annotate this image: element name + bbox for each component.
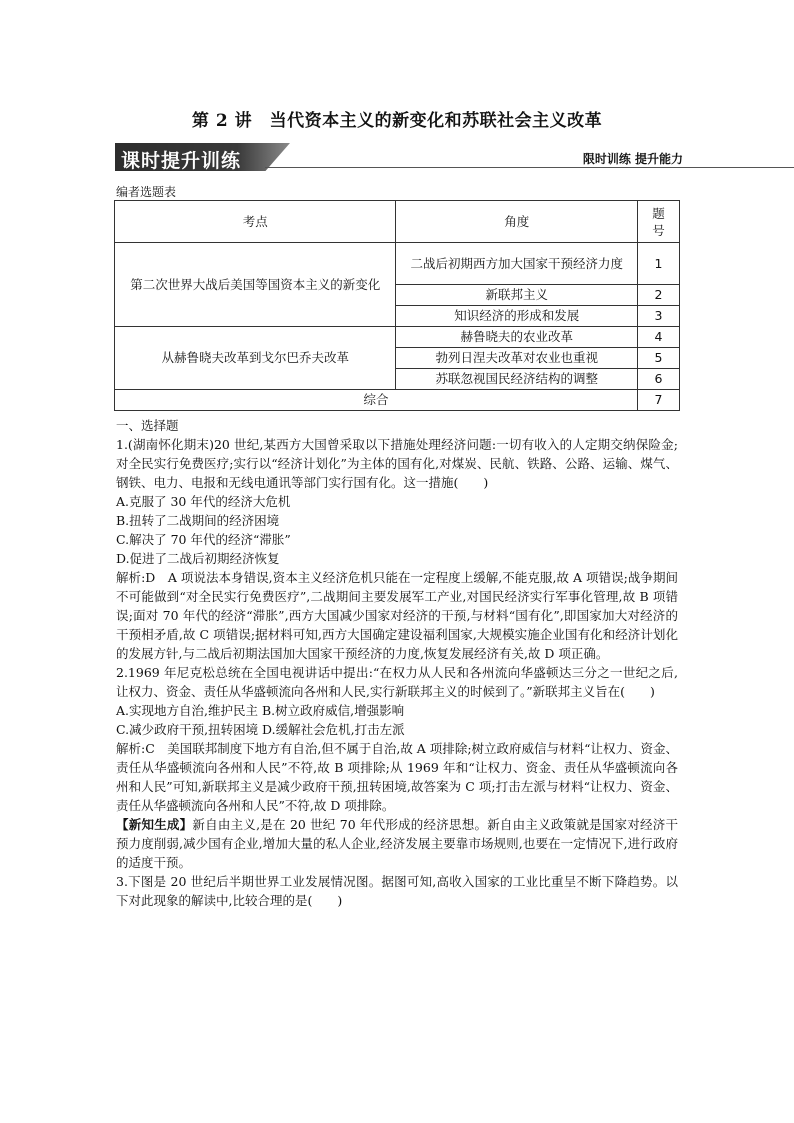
angle-cell: 知识经济的形成和发展 xyxy=(396,306,638,327)
angle-cell: 赫鲁晓夫的农业改革 xyxy=(396,327,638,348)
question-1-option-d: D.促进了二战后初期经济恢复 xyxy=(116,551,280,566)
knowledge-tip-text: 新自由主义,是在 20 世纪 70 年代形成的经济思想。新自由主义政策就是国家对经济干预力度削弱,减少国有企业,增加大量的私人企业,经济发展主要靠市场规则,也要在一定情况下,进行政府的适度干预。 xyxy=(116,817,678,870)
angle-cell: 苏联忽视国民经济结构的调整 xyxy=(396,369,638,390)
question-1-option-a: A.克服了 30 年代的经济大危机 xyxy=(116,494,291,509)
question-1-answer: 解析:D A 项说法本身错误,资本主义经济危机只能在一定程度上缓解,不能克服,故 A 项错误;战争期间不可能做到“对全民实行免费医疗”,二战期间主要发展军工产业,对国民经济实行军事化管理,故 B 项错误;面对 70 年代的经济“滞胀”,西方大国减少国家对经济的干预,与材料“国有化”,即国家加大对经济的干预相矛盾,故 C 项错误;据材料可知,西方大国确定建设福利国家,大规模实施企业国有化和经济计划化的发展方针,与二战后初期法国加大国家干预经济的力度,恢复发展经济有关,故 D 项正确。 xyxy=(116,570,678,661)
question-1-option-c: C.解决了 70 年代的经济“滞胀” xyxy=(116,532,291,547)
summary-cell: 综合 xyxy=(115,390,638,411)
topic-cell: 从赫鲁晓夫改革到戈尔巴乔夫改革 xyxy=(115,327,396,390)
number-cell: 5 xyxy=(637,348,679,369)
section-banner xyxy=(115,143,683,172)
table-summary-row xyxy=(115,390,680,411)
page-title: 第 2 讲 当代资本主义的新变化和苏联社会主义改革 xyxy=(191,111,603,131)
table-row xyxy=(115,243,680,285)
banner-divider xyxy=(265,167,794,168)
header-number: 题号 xyxy=(637,201,679,243)
question-2-options-cd: C.减少政府干预,扭转困境 D.缓解社会危机,打击左派 xyxy=(116,722,405,737)
question-2: 2.1969 年尼克松总统在全国电视讲话中提出:“在权力从人民和各州流向华盛顿达三分之一世纪之后,让权力、资金、责任从华盛顿流向各州和人民,实行新联邦主义的时候到了。”新联邦主义旨在( ) xyxy=(116,665,678,699)
question-2-options-ab: A.实现地方自治,维护民主 B.树立政府威信,增强影响 xyxy=(116,703,405,718)
question-2-answer: 解析:C 美国联邦制度下地方有自治,但不属于自治,故 A 项排除;树立政府威信与材料“让权力、资金、责任从华盛顿流向各州和人民”不符,故 B 项排除;从 1969 年和“让权力、资金、责任从华盛顿流向各州和人民”可知,新联邦主义是减少政府干预,扭转困境,故答案为 C 项;打击左派与材料“让权力、资金、责任从华盛顿流向各州和人民”不符,故 D 项排除。 xyxy=(116,741,678,813)
table-caption: 编者选题表 xyxy=(116,185,177,199)
question-3: 3.下图是 20 世纪后半期世界工业发展情况图。据图可知,高收入国家的工业比重呈不断下降趋势。以下对此现象的解读中,比较合理的是( ) xyxy=(116,874,678,908)
knowledge-tip-label: 【新知生成】 xyxy=(116,817,193,832)
section-heading: 一、选择题 xyxy=(116,418,179,433)
number-cell: 1 xyxy=(637,243,679,285)
angle-cell: 新联邦主义 xyxy=(396,285,638,306)
number-cell: 3 xyxy=(637,306,679,327)
header-topic: 考点 xyxy=(115,201,396,243)
question-1-option-b: B.扭转了二战期间的经济困境 xyxy=(116,513,280,528)
number-cell: 2 xyxy=(637,285,679,306)
number-cell: 6 xyxy=(637,369,679,390)
angle-cell: 勃列日涅夫改革对农业也重视 xyxy=(396,348,638,369)
question-content xyxy=(116,416,678,910)
banner-label: 课时提升训练 xyxy=(121,150,242,172)
header-angle: 角度 xyxy=(396,201,638,243)
question-1: 1.(湖南怀化期末)20 世纪,某西方大国曾采取以下措施处理经济问题:一切有收入的人定期交纳保险金;对全民实行免费医疗;实行以“经济计划化”为主体的国有化,对煤炭、民航、铁路、公路、运输、煤气、钢铁、电力、电报和无线电通讯等部门实行国有化。这一措施( ) xyxy=(116,437,678,490)
summary-number-cell: 7 xyxy=(637,390,679,411)
table-row xyxy=(115,327,680,348)
banner-slogan: 限时训练 提升能力 xyxy=(582,152,683,166)
knowledge-tip xyxy=(116,815,678,872)
number-cell: 4 xyxy=(637,327,679,348)
table-header-row xyxy=(115,201,680,243)
topic-cell: 第二次世界大战后美国等国资本主义的新变化 xyxy=(115,243,396,327)
topic-selection-table xyxy=(114,200,680,411)
angle-cell: 二战后初期西方加大国家干预经济力度 xyxy=(396,243,638,285)
